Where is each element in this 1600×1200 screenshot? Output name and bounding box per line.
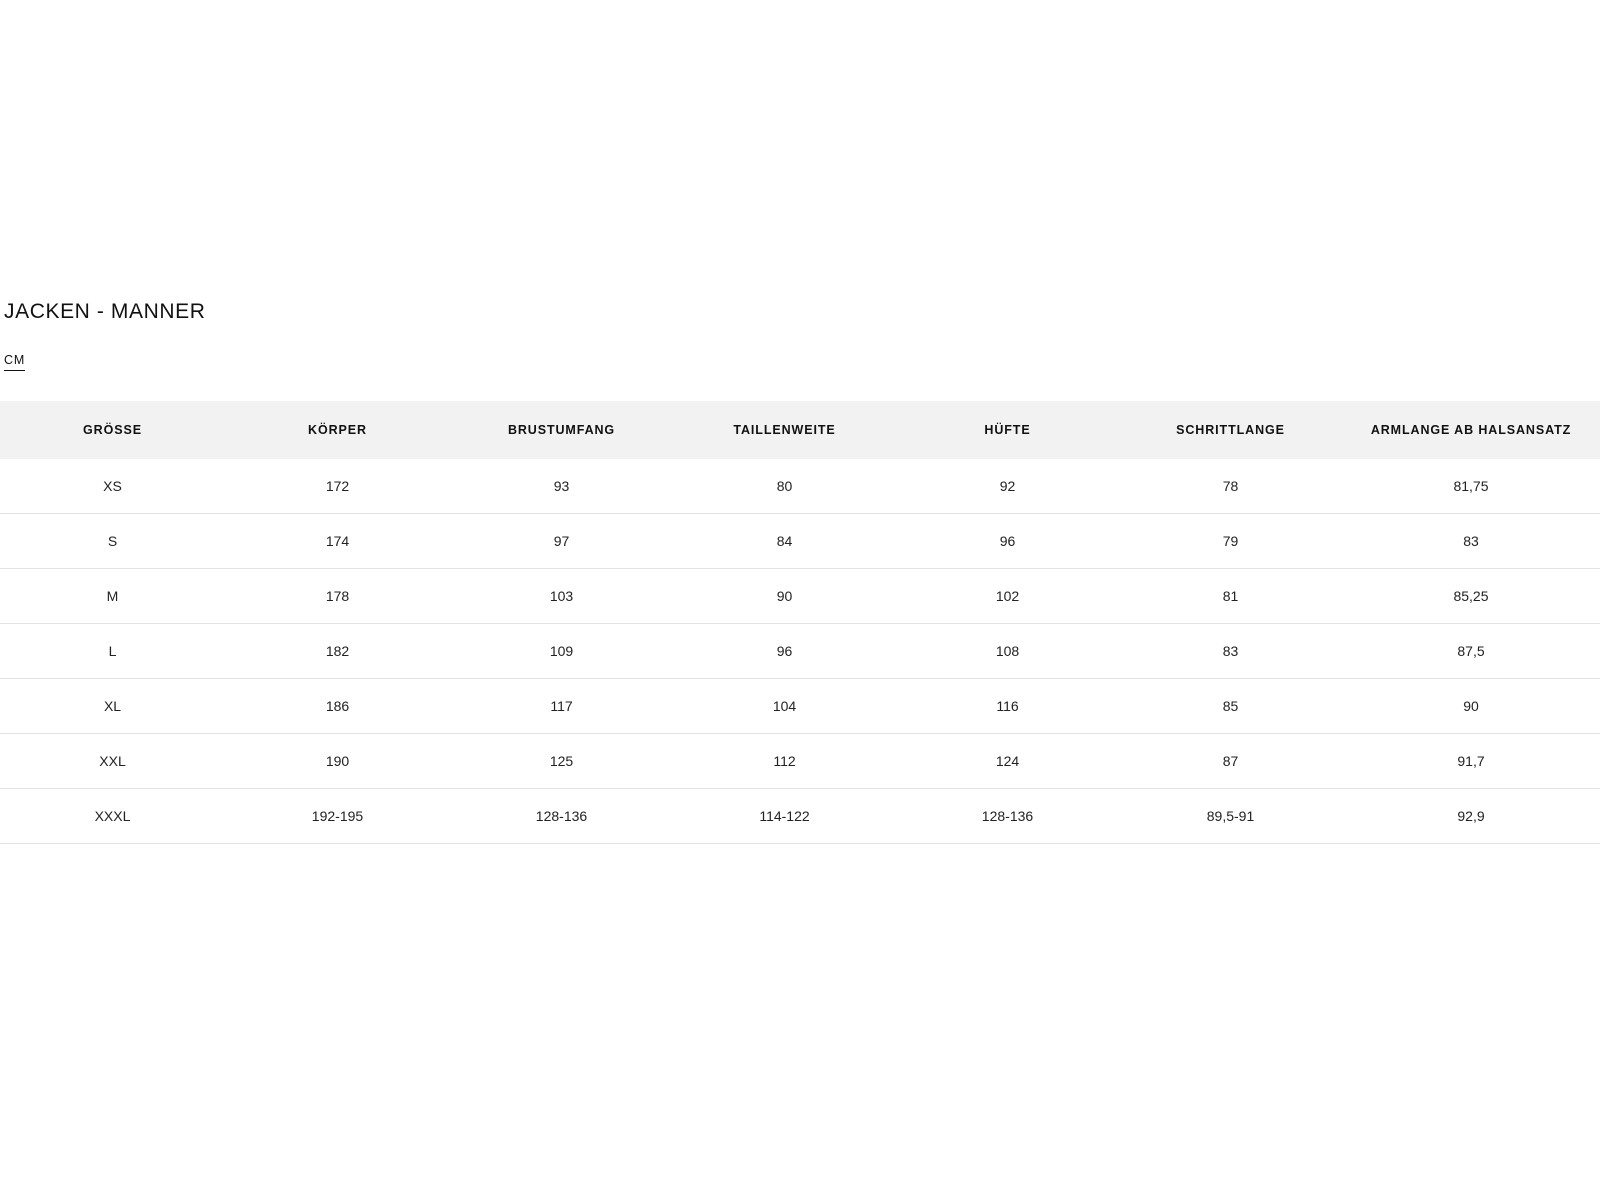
size-chart-section (0, 300, 1600, 844)
cell-size: XL (0, 679, 225, 734)
cell-huefte: 108 (896, 624, 1119, 679)
cell-taillenweite: 96 (673, 624, 896, 679)
cell-schrittlange: 78 (1119, 459, 1342, 514)
column-header-groesse: GRÖSSE (0, 401, 225, 459)
cell-taillenweite: 84 (673, 514, 896, 569)
cell-schrittlange: 89,5-91 (1119, 789, 1342, 844)
cell-armlange: 90 (1342, 679, 1600, 734)
cell-brustumfang: 128-136 (450, 789, 673, 844)
size-table (0, 401, 1600, 844)
table-row (0, 514, 1600, 569)
cell-armlange: 87,5 (1342, 624, 1600, 679)
cell-taillenweite: 104 (673, 679, 896, 734)
cell-armlange: 85,25 (1342, 569, 1600, 624)
cell-huefte: 92 (896, 459, 1119, 514)
cell-koerper: 174 (225, 514, 450, 569)
cell-schrittlange: 83 (1119, 624, 1342, 679)
cell-koerper: 182 (225, 624, 450, 679)
cell-huefte: 128-136 (896, 789, 1119, 844)
column-header-armlange: ARMLANGE AB HALSANSATZ (1342, 401, 1600, 459)
cell-brustumfang: 103 (450, 569, 673, 624)
table-header (0, 401, 1600, 459)
table-row (0, 734, 1600, 789)
cell-huefte: 124 (896, 734, 1119, 789)
cell-brustumfang: 117 (450, 679, 673, 734)
cell-armlange: 81,75 (1342, 459, 1600, 514)
column-header-brustumfang: BRUSTUMFANG (450, 401, 673, 459)
cell-schrittlange: 87 (1119, 734, 1342, 789)
cell-armlange: 91,7 (1342, 734, 1600, 789)
cell-brustumfang: 109 (450, 624, 673, 679)
cell-brustumfang: 125 (450, 734, 673, 789)
cell-schrittlange: 79 (1119, 514, 1342, 569)
cell-koerper: 186 (225, 679, 450, 734)
unit-tab-cm[interactable]: CM (4, 353, 25, 371)
page-title: JACKEN - MANNER (4, 300, 206, 323)
table-body (0, 459, 1600, 844)
unit-toggle-row (0, 351, 1600, 371)
cell-taillenweite: 112 (673, 734, 896, 789)
cell-size: L (0, 624, 225, 679)
cell-koerper: 192-195 (225, 789, 450, 844)
cell-brustumfang: 97 (450, 514, 673, 569)
cell-size: XXL (0, 734, 225, 789)
column-header-taillenweite: TAILLENWEITE (673, 401, 896, 459)
cell-koerper: 172 (225, 459, 450, 514)
table-row (0, 789, 1600, 844)
cell-size: M (0, 569, 225, 624)
column-header-schrittlange: SCHRITTLANGE (1119, 401, 1342, 459)
cell-schrittlange: 81 (1119, 569, 1342, 624)
cell-koerper: 190 (225, 734, 450, 789)
cell-huefte: 102 (896, 569, 1119, 624)
cell-brustumfang: 93 (450, 459, 673, 514)
table-header-row (0, 401, 1600, 459)
cell-schrittlange: 85 (1119, 679, 1342, 734)
table-row (0, 624, 1600, 679)
cell-huefte: 116 (896, 679, 1119, 734)
cell-size: XXXL (0, 789, 225, 844)
cell-armlange: 83 (1342, 514, 1600, 569)
table-row (0, 459, 1600, 514)
cell-taillenweite: 90 (673, 569, 896, 624)
column-header-koerper: KÖRPER (225, 401, 450, 459)
cell-taillenweite: 80 (673, 459, 896, 514)
column-header-huefte: HÜFTE (896, 401, 1119, 459)
cell-koerper: 178 (225, 569, 450, 624)
table-row (0, 569, 1600, 624)
cell-taillenweite: 114-122 (673, 789, 896, 844)
cell-size: S (0, 514, 225, 569)
table-row (0, 679, 1600, 734)
cell-huefte: 96 (896, 514, 1119, 569)
cell-size: XS (0, 459, 225, 514)
cell-armlange: 92,9 (1342, 789, 1600, 844)
